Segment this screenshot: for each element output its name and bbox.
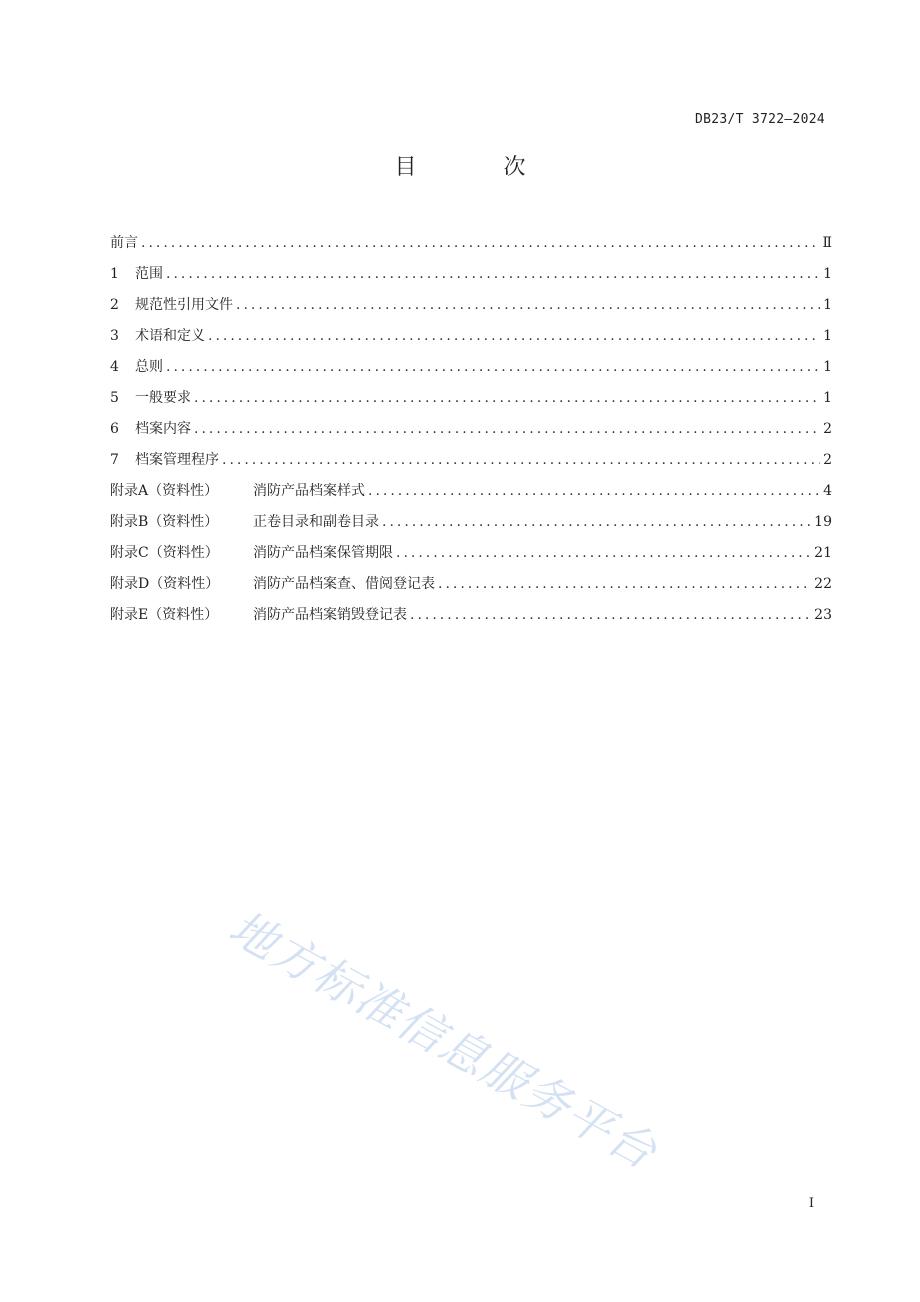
toc-item-label: 档案管理程序: [135, 452, 219, 468]
toc-item-number: 2: [110, 297, 119, 313]
toc-item-page: 23: [814, 607, 832, 623]
toc-item-number: 4: [110, 359, 119, 375]
toc-item-label: 术语和定义: [135, 328, 205, 344]
toc-item-page: 1: [823, 266, 832, 282]
toc-item-label: 前言: [110, 235, 138, 251]
toc-leader-dots: [141, 232, 819, 255]
toc-leader-dots: [438, 573, 811, 596]
toc-item-page: 2: [823, 452, 832, 468]
toc-item-foreword[interactable]: [110, 232, 832, 263]
toc-leader-dots: [194, 387, 820, 410]
toc-annex-id: 附录A（资料性）: [110, 483, 219, 499]
toc-item-label: 一般要求: [135, 390, 191, 406]
toc-leader-dots: [194, 418, 820, 441]
toc-leader-dots: [208, 325, 820, 348]
toc-item-label: 正卷目录和副卷目录: [253, 514, 379, 530]
toc-item-label: 范围: [135, 266, 163, 282]
toc-item-annex-c[interactable]: [110, 542, 832, 573]
toc-item-page: 2: [823, 421, 832, 437]
toc-annex-id: 附录C（资料性）: [110, 545, 219, 561]
toc-item-number: 5: [110, 390, 119, 406]
toc-item-label: 总则: [135, 359, 163, 375]
toc-leader-dots: [166, 356, 820, 379]
toc-leader-dots: [222, 449, 820, 472]
toc-annex-id: 附录D（资料性）: [110, 576, 220, 592]
toc-item-annex-b[interactable]: [110, 511, 832, 542]
toc-item-page: 22: [814, 576, 832, 592]
toc-leader-dots: [368, 480, 820, 503]
toc-item-general-principles[interactable]: [110, 356, 832, 387]
toc-item-page: 21: [814, 545, 832, 561]
toc-annex-id: 附录B（资料性）: [110, 514, 219, 530]
toc-leader-dots: [382, 511, 811, 534]
toc-item-page: 1: [823, 328, 832, 344]
document-code: DB23/T 3722—2024: [694, 112, 825, 127]
toc-item-number: 3: [110, 328, 119, 344]
toc-item-normative-references[interactable]: [110, 294, 832, 325]
toc-item-page: 19: [814, 514, 832, 530]
toc-item-page: 1: [823, 359, 832, 375]
toc-item-annex-d[interactable]: [110, 573, 832, 604]
toc-item-general-requirements[interactable]: [110, 387, 832, 418]
toc-item-page: 1: [823, 297, 832, 313]
toc-item-label: 消防产品档案查、借阅登记表: [253, 576, 435, 592]
toc-item-page: 1: [823, 390, 832, 406]
toc-item-number: 6: [110, 421, 119, 437]
toc-leader-dots: [166, 263, 820, 286]
toc-item-number: 1: [110, 266, 119, 282]
toc-item-annex-a[interactable]: [110, 480, 832, 511]
toc-item-terms-definitions[interactable]: [110, 325, 832, 356]
page-title: 目 次: [394, 155, 566, 180]
toc-item-label: 档案内容: [135, 421, 191, 437]
toc-item-number: 7: [110, 452, 119, 468]
watermark: 地方标准信息服务平台: [220, 900, 667, 1180]
page-number: I: [808, 1196, 814, 1211]
toc-item-label: 消防产品档案销毁登记表: [253, 607, 407, 623]
toc-item-annex-e[interactable]: [110, 604, 832, 635]
toc-item-label: 消防产品档案样式: [253, 483, 365, 499]
toc-item-archive-content[interactable]: [110, 418, 832, 449]
toc-item-archive-procedure[interactable]: [110, 449, 832, 480]
toc-leader-dots: [396, 542, 811, 565]
toc-annex-id: 附录E（资料性）: [110, 607, 219, 623]
toc-leader-dots: [236, 294, 820, 317]
toc-item-scope[interactable]: [110, 263, 832, 294]
toc-item-page: Ⅱ: [822, 235, 832, 251]
toc-leader-dots: [410, 604, 811, 627]
toc-item-label: 消防产品档案保管期限: [253, 545, 393, 561]
toc-item-page: 4: [823, 483, 832, 499]
toc-item-label: 规范性引用文件: [135, 297, 233, 313]
table-of-contents: [110, 232, 832, 635]
